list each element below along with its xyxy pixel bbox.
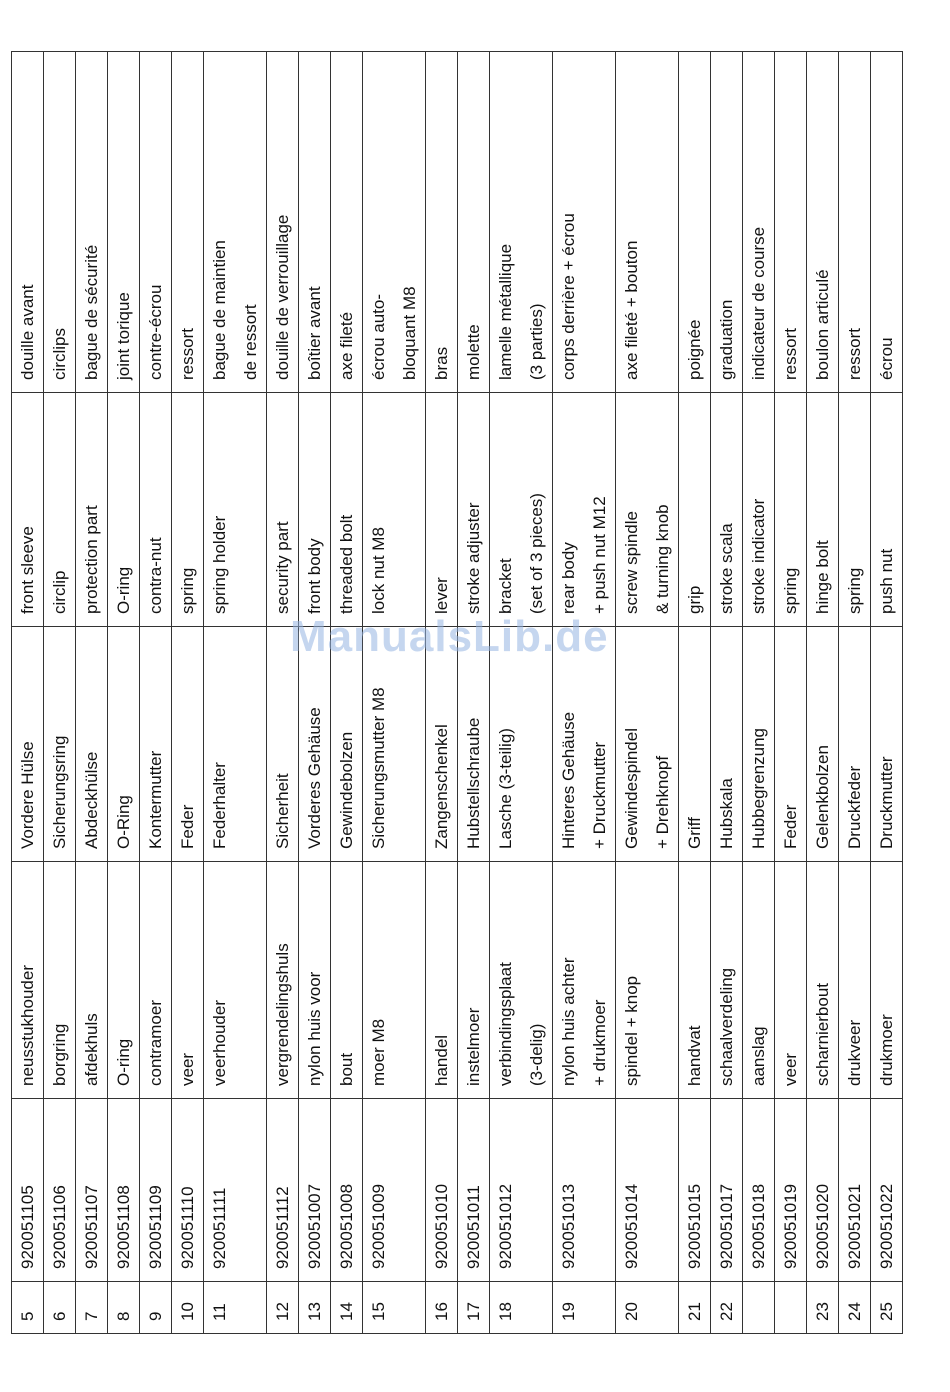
english-name-line: security part xyxy=(273,521,292,614)
german-name-cell xyxy=(172,627,204,862)
item-number-cell: 12 xyxy=(267,1282,299,1334)
part-code-cell: 920051015 xyxy=(679,1099,711,1282)
dutch-name-line: nylon huis voor xyxy=(305,971,324,1086)
dutch-name-cell xyxy=(363,862,426,1099)
part-code-cell: 920051019 xyxy=(775,1099,807,1282)
german-name-line: Zangenschenkel xyxy=(432,724,451,849)
english-name-cell xyxy=(331,393,363,627)
part-code-cell: 920051022 xyxy=(871,1099,903,1282)
dutch-name-line: veer xyxy=(781,1052,800,1086)
table-row xyxy=(775,52,807,1334)
french-name-line: axe fileté + bouton xyxy=(622,240,641,380)
item-number-cell: 6 xyxy=(44,1282,76,1334)
english-name-line: stroke adjuster xyxy=(464,502,483,614)
dutch-name-cell xyxy=(743,862,775,1099)
german-name-line: Hubstellschraube xyxy=(464,717,483,849)
french-name-cell xyxy=(458,52,490,393)
german-name-line: Feder xyxy=(178,804,197,849)
dutch-name-line: scharnierbout xyxy=(813,982,832,1086)
english-name-cell xyxy=(363,393,426,627)
french-name-cell xyxy=(267,52,299,393)
english-name-line: bracket xyxy=(496,558,515,614)
english-name-line: stroke scala xyxy=(717,523,736,614)
german-name-line: Vorderes Gehäuse xyxy=(305,707,324,849)
german-name-line: Lasche (3-teilig) xyxy=(496,728,515,849)
item-number-cell: 23 xyxy=(807,1282,839,1334)
part-code-cell: 920051020 xyxy=(807,1099,839,1282)
german-name-cell xyxy=(12,627,44,862)
french-name-line: poignée xyxy=(685,319,704,380)
english-name-cell xyxy=(711,393,743,627)
german-name-cell xyxy=(108,627,140,862)
french-name-cell xyxy=(775,52,807,393)
part-code-cell: 920051007 xyxy=(299,1099,331,1282)
german-name-line: Sicherungsmutter M8 xyxy=(369,687,388,849)
part-code-cell: 920051111 xyxy=(204,1099,267,1282)
dutch-name-cell xyxy=(807,862,839,1099)
german-name-cell xyxy=(871,627,903,862)
dutch-name-cell xyxy=(839,862,871,1099)
french-name-line: boulon articulé xyxy=(813,269,832,380)
item-number-cell: 18 xyxy=(490,1282,553,1334)
english-name-line: push nut xyxy=(877,548,896,614)
english-name-cell xyxy=(172,393,204,627)
german-name-cell xyxy=(426,627,458,862)
french-name-line: bloquant M8 xyxy=(400,286,419,380)
german-name-cell xyxy=(553,627,616,862)
german-name-line: Sicherungsring xyxy=(50,735,69,849)
table-row xyxy=(331,52,363,1334)
dutch-name-line: moer M8 xyxy=(369,1018,388,1086)
part-code-cell: 920051017 xyxy=(711,1099,743,1282)
english-name-cell xyxy=(44,393,76,627)
german-name-line: Gelenkbolzen xyxy=(813,745,832,849)
french-name-cell xyxy=(807,52,839,393)
english-name-line: contra-nut xyxy=(146,537,165,614)
english-name-line: spring xyxy=(178,567,197,614)
dutch-name-cell xyxy=(299,862,331,1099)
dutch-name-cell xyxy=(172,862,204,1099)
dutch-name-line: O-ring xyxy=(114,1038,133,1086)
french-name-line: douille de verrouillage xyxy=(273,214,292,380)
item-number-cell: 20 xyxy=(616,1282,679,1334)
french-name-cell xyxy=(839,52,871,393)
item-number-cell xyxy=(775,1282,807,1334)
dutch-name-line: verbindingsplaat xyxy=(496,962,515,1086)
item-number-cell: 11 xyxy=(204,1282,267,1334)
english-name-cell xyxy=(553,393,616,627)
french-name-line: axe fileté xyxy=(337,311,356,380)
dutch-name-line: contramoer xyxy=(146,1000,165,1086)
dutch-name-cell xyxy=(140,862,172,1099)
german-name-cell xyxy=(44,627,76,862)
german-name-line: Federhalter xyxy=(210,762,229,849)
german-name-cell xyxy=(775,627,807,862)
german-name-cell xyxy=(807,627,839,862)
table-row xyxy=(807,52,839,1334)
english-name-line: threaded bolt xyxy=(337,514,356,614)
part-code-cell: 920051108 xyxy=(108,1099,140,1282)
english-name-cell xyxy=(267,393,299,627)
table-row xyxy=(553,52,616,1334)
french-name-line: molette xyxy=(464,324,483,380)
german-name-cell xyxy=(140,627,172,862)
german-name-line: Hubbegrenzung xyxy=(749,728,768,849)
german-name-cell xyxy=(299,627,331,862)
table-row xyxy=(172,52,204,1334)
english-name-cell xyxy=(76,393,108,627)
english-name-line: screw spindle xyxy=(622,511,641,614)
german-name-line: + Druckmutter xyxy=(590,741,609,849)
dutch-name-cell xyxy=(775,862,807,1099)
table-row xyxy=(12,52,44,1334)
table-row xyxy=(76,52,108,1334)
english-name-line: protection part xyxy=(82,505,101,614)
english-name-cell xyxy=(140,393,172,627)
table-row xyxy=(743,52,775,1334)
item-number-cell: 19 xyxy=(553,1282,616,1334)
dutch-name-line: handvat xyxy=(685,1025,704,1086)
dutch-name-line: spindel + knop xyxy=(622,975,641,1086)
german-name-cell xyxy=(204,627,267,862)
german-name-line: Hinteres Gehäuse xyxy=(559,711,578,849)
english-name-line: (set of 3 pieces) xyxy=(527,493,546,614)
german-name-line: Sicherheit xyxy=(273,773,292,849)
dutch-name-line: bout xyxy=(337,1052,356,1086)
part-code-cell: 920051009 xyxy=(363,1099,426,1282)
french-name-line: écrou auto- xyxy=(369,294,388,380)
english-name-cell xyxy=(426,393,458,627)
german-name-cell xyxy=(743,627,775,862)
part-code-cell: 920051105 xyxy=(12,1099,44,1282)
french-name-cell xyxy=(299,52,331,393)
item-number-cell: 14 xyxy=(331,1282,363,1334)
item-number-cell: 15 xyxy=(363,1282,426,1334)
french-name-cell xyxy=(108,52,140,393)
dutch-name-line: veerhouder xyxy=(210,999,229,1086)
table-row xyxy=(140,52,172,1334)
table-row xyxy=(616,52,679,1334)
table-row xyxy=(490,52,553,1334)
german-name-line: Kontermutter xyxy=(146,750,165,849)
french-name-line: graduation xyxy=(717,299,736,380)
german-name-line: + Drehknopf xyxy=(653,755,672,849)
french-name-cell xyxy=(616,52,679,393)
german-name-line: O-Ring xyxy=(114,795,133,849)
german-name-cell xyxy=(331,627,363,862)
english-name-line: + push nut M12 xyxy=(590,496,609,614)
english-name-cell xyxy=(12,393,44,627)
french-name-line: ressort xyxy=(845,328,864,380)
french-name-line: (3 parties) xyxy=(527,303,546,380)
german-name-line: Druckfeder xyxy=(845,765,864,849)
french-name-cell xyxy=(711,52,743,393)
table-row xyxy=(839,52,871,1334)
german-name-line: Hubskala xyxy=(717,778,736,849)
french-name-line: bague de maintien xyxy=(210,240,229,380)
table-row xyxy=(204,52,267,1334)
english-name-cell xyxy=(871,393,903,627)
french-name-cell xyxy=(204,52,267,393)
french-name-cell xyxy=(743,52,775,393)
french-name-line: douille avant xyxy=(18,284,37,380)
part-code-cell: 920051112 xyxy=(267,1099,299,1282)
german-name-cell xyxy=(76,627,108,862)
dutch-name-line: instelmoer xyxy=(464,1007,483,1086)
english-name-cell xyxy=(299,393,331,627)
item-number-cell: 13 xyxy=(299,1282,331,1334)
english-name-line: lock nut M8 xyxy=(369,527,388,614)
french-name-cell xyxy=(553,52,616,393)
part-code-cell: 920051021 xyxy=(839,1099,871,1282)
item-number-cell: 7 xyxy=(76,1282,108,1334)
part-code-cell: 920051011 xyxy=(458,1099,490,1282)
german-name-line: Druckmutter xyxy=(877,756,896,849)
dutch-name-line: vergrendelingshuls xyxy=(273,943,292,1086)
item-number-cell: 5 xyxy=(12,1282,44,1334)
english-name-cell xyxy=(743,393,775,627)
item-number-cell: 25 xyxy=(871,1282,903,1334)
english-name-line: spring xyxy=(781,567,800,614)
english-name-cell xyxy=(679,393,711,627)
dutch-name-cell xyxy=(426,862,458,1099)
english-name-line: hinge bolt xyxy=(813,540,832,614)
part-code-cell: 920051013 xyxy=(553,1099,616,1282)
english-name-cell xyxy=(616,393,679,627)
dutch-name-cell xyxy=(108,862,140,1099)
part-code-cell: 920051010 xyxy=(426,1099,458,1282)
watermark: ManualsLib.de xyxy=(290,612,609,661)
dutch-name-line: nylon huis achter xyxy=(559,957,578,1086)
french-name-line: indicateur de course xyxy=(749,226,768,380)
french-name-line: circlips xyxy=(50,328,69,380)
french-name-cell xyxy=(426,52,458,393)
french-name-cell xyxy=(12,52,44,393)
german-name-cell xyxy=(711,627,743,862)
table-row xyxy=(871,52,903,1334)
german-name-cell xyxy=(490,627,553,862)
dutch-name-cell xyxy=(76,862,108,1099)
dutch-name-line: schaalverdeling xyxy=(717,967,736,1086)
german-name-cell xyxy=(458,627,490,862)
dutch-name-line: aanslag xyxy=(749,1026,768,1086)
german-name-line: Gewindespindel xyxy=(622,728,641,849)
english-name-line: lever xyxy=(432,577,451,614)
english-name-line: front sleeve xyxy=(18,526,37,614)
dutch-name-cell xyxy=(711,862,743,1099)
english-name-line: stroke indicator xyxy=(749,498,768,614)
part-code-cell: 920051008 xyxy=(331,1099,363,1282)
dutch-name-cell xyxy=(553,862,616,1099)
dutch-name-line: borgring xyxy=(50,1023,69,1086)
german-name-cell xyxy=(679,627,711,862)
french-name-line: boîtier avant xyxy=(305,286,324,380)
french-name-cell xyxy=(331,52,363,393)
german-name-cell xyxy=(839,627,871,862)
part-code-cell: 920051012 xyxy=(490,1099,553,1282)
german-name-cell xyxy=(267,627,299,862)
french-name-cell xyxy=(76,52,108,393)
dutch-name-line: + drukmoer xyxy=(590,999,609,1086)
dutch-name-cell xyxy=(267,862,299,1099)
english-name-cell xyxy=(775,393,807,627)
french-name-line: contre-écrou xyxy=(146,284,165,380)
english-name-line: rear body xyxy=(559,542,578,614)
part-code-cell: 920051109 xyxy=(140,1099,172,1282)
item-number-cell: 21 xyxy=(679,1282,711,1334)
french-name-cell xyxy=(679,52,711,393)
french-name-line: bague de sécurité xyxy=(82,244,101,380)
english-name-cell xyxy=(839,393,871,627)
dutch-name-cell xyxy=(458,862,490,1099)
part-code-cell: 920051018 xyxy=(743,1099,775,1282)
german-name-line: Gewindebolzen xyxy=(337,731,356,849)
dutch-name-cell xyxy=(204,862,267,1099)
german-name-line: Vordere Hülse xyxy=(18,741,37,849)
german-name-line: Griff xyxy=(685,817,704,849)
item-number-cell: 9 xyxy=(140,1282,172,1334)
french-name-line: joint torique xyxy=(114,292,133,380)
french-name-cell xyxy=(490,52,553,393)
item-number-cell: 16 xyxy=(426,1282,458,1334)
table-row xyxy=(267,52,299,1334)
english-name-cell xyxy=(807,393,839,627)
part-code-cell: 920051107 xyxy=(76,1099,108,1282)
french-name-cell xyxy=(140,52,172,393)
german-name-cell xyxy=(616,627,679,862)
german-name-cell xyxy=(363,627,426,862)
table-row xyxy=(44,52,76,1334)
french-name-line: corps derrière + écrou xyxy=(559,213,578,380)
table-row xyxy=(711,52,743,1334)
part-code-cell: 920051014 xyxy=(616,1099,679,1282)
dutch-name-line: drukveer xyxy=(845,1019,864,1086)
table-row xyxy=(363,52,426,1334)
english-name-line: grip xyxy=(685,585,704,614)
english-name-cell xyxy=(108,393,140,627)
part-code-cell: 920051106 xyxy=(44,1099,76,1282)
parts-table-rotated xyxy=(11,52,935,1334)
french-name-cell xyxy=(172,52,204,393)
english-name-line: circlip xyxy=(50,570,69,614)
dutch-name-cell xyxy=(12,862,44,1099)
dutch-name-cell xyxy=(490,862,553,1099)
french-name-line: de ressort xyxy=(241,304,260,380)
dutch-name-cell xyxy=(679,862,711,1099)
english-name-line: O-ring xyxy=(114,566,133,614)
table-row xyxy=(108,52,140,1334)
english-name-line: front body xyxy=(305,538,324,614)
table-row xyxy=(299,52,331,1334)
french-name-line: ressort xyxy=(178,328,197,380)
item-number-cell xyxy=(743,1282,775,1334)
english-name-cell xyxy=(204,393,267,627)
english-name-line: spring holder xyxy=(210,515,229,614)
french-name-line: écrou xyxy=(877,337,896,380)
french-name-line: ressort xyxy=(781,328,800,380)
dutch-name-cell xyxy=(44,862,76,1099)
parts-table xyxy=(11,51,903,1334)
item-number-cell: 22 xyxy=(711,1282,743,1334)
table-row xyxy=(679,52,711,1334)
french-name-cell xyxy=(871,52,903,393)
item-number-cell: 17 xyxy=(458,1282,490,1334)
item-number-cell: 8 xyxy=(108,1282,140,1334)
table-row xyxy=(426,52,458,1334)
french-name-line: bras xyxy=(432,346,451,380)
table-row xyxy=(458,52,490,1334)
german-name-line: Abdeckhülse xyxy=(82,751,101,849)
dutch-name-line: handel xyxy=(432,1034,451,1086)
english-name-cell xyxy=(458,393,490,627)
french-name-cell xyxy=(44,52,76,393)
french-name-line: lamelle métallique xyxy=(496,243,515,380)
english-name-cell xyxy=(490,393,553,627)
german-name-line: Feder xyxy=(781,804,800,849)
dutch-name-line: drukmoer xyxy=(877,1014,896,1086)
part-code-cell: 920051110 xyxy=(172,1099,204,1282)
dutch-name-line: veer xyxy=(178,1052,197,1086)
item-number-cell: 10 xyxy=(172,1282,204,1334)
dutch-name-line: (3-delig) xyxy=(527,1023,546,1086)
dutch-name-cell xyxy=(331,862,363,1099)
french-name-cell xyxy=(363,52,426,393)
dutch-name-line: afdekhuls xyxy=(82,1013,101,1086)
english-name-line: & turning knob xyxy=(653,504,672,614)
english-name-line: spring xyxy=(845,567,864,614)
item-number-cell: 24 xyxy=(839,1282,871,1334)
dutch-name-cell xyxy=(616,862,679,1099)
parts-table-body xyxy=(12,52,903,1334)
dutch-name-cell xyxy=(871,862,903,1099)
dutch-name-line: neusstukhouder xyxy=(18,965,37,1086)
